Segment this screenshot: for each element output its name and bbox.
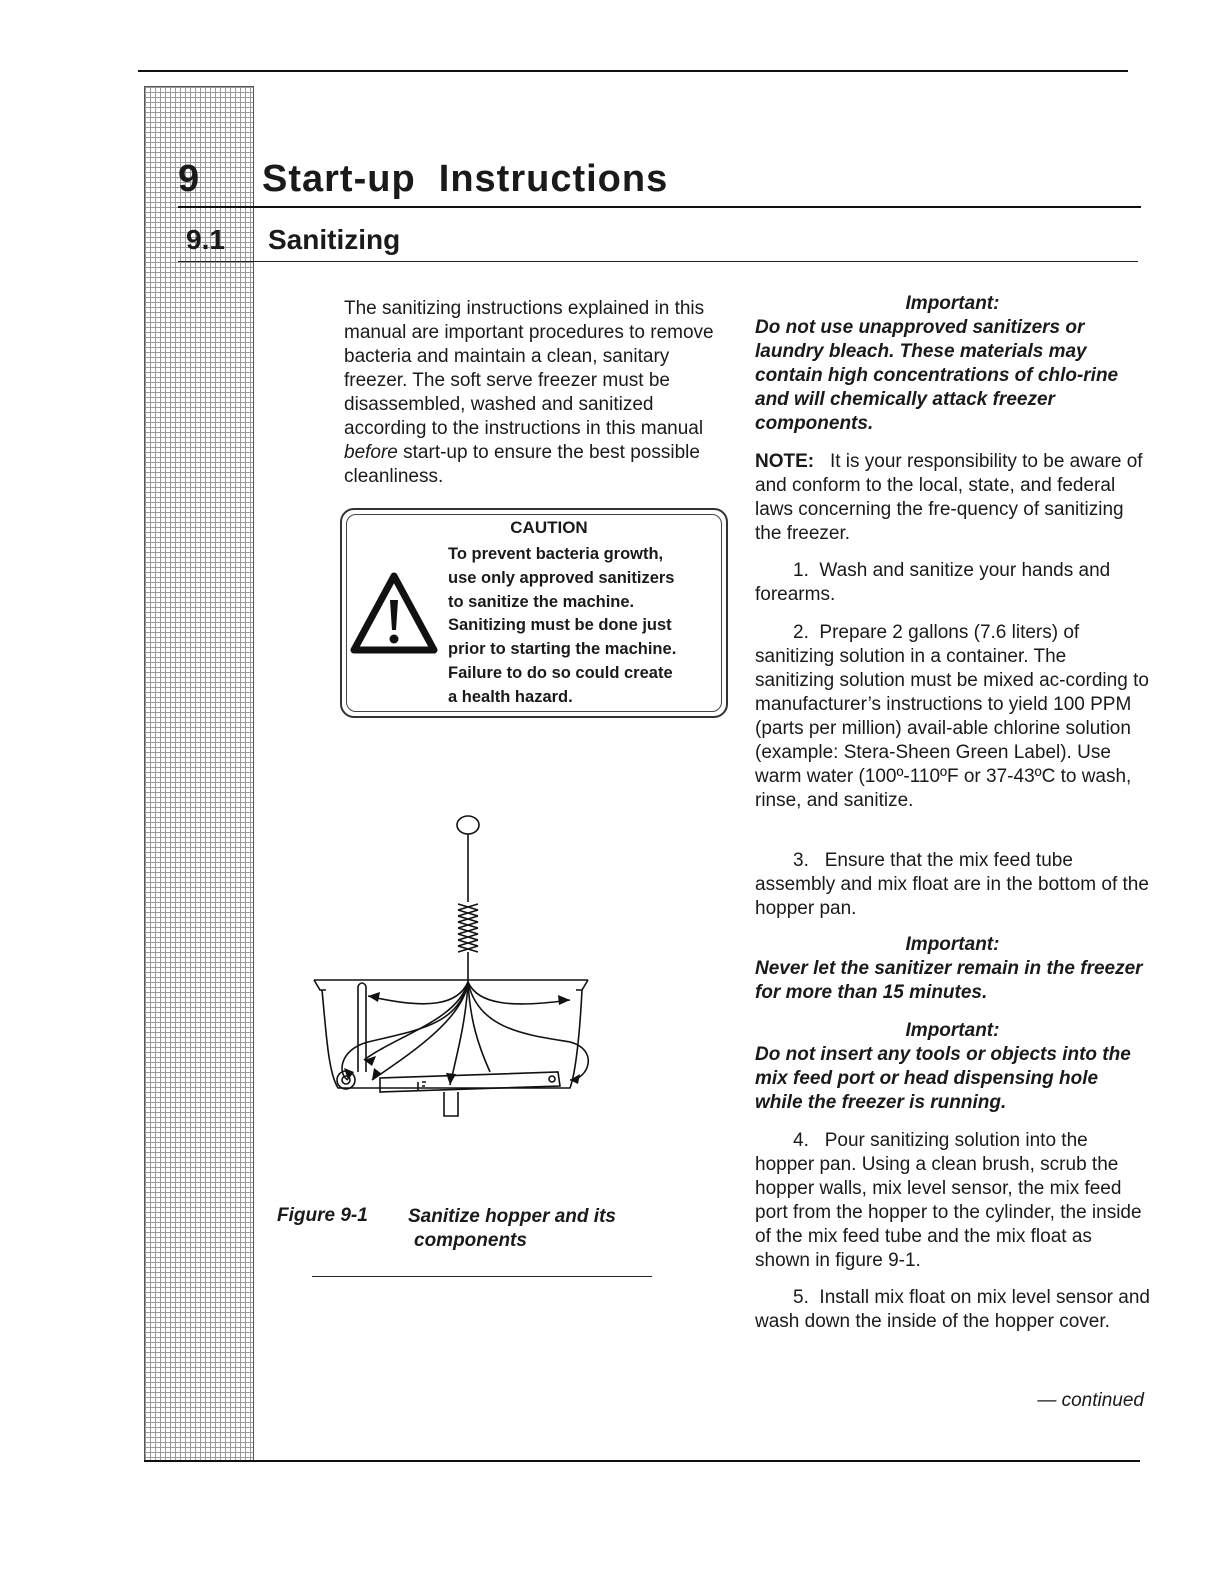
note-label: NOTE: bbox=[755, 451, 815, 472]
caution-line: use only approved sanitizers bbox=[448, 568, 675, 587]
step-text: Wash and sanitize your hands and forearms. bbox=[755, 560, 1111, 605]
intro-emphasis: before bbox=[344, 442, 398, 463]
step-paragraph bbox=[755, 559, 1150, 607]
step-text: Prepare 2 gallons (7.6 liters) of sanitizing solution in a container. The sanitizing solution must be mixed ac-cording to manufacturer’s instructions to yield 100 PPM (parts per million) avail-able chlorine solution (example: Stera-Sheen Green Label). Use warm water (100º-110ºF or 37-43ºC to wash, rinse, and sanitize. bbox=[755, 622, 1149, 811]
caution-text bbox=[448, 543, 718, 710]
step-number: 3. bbox=[793, 850, 809, 871]
step-paragraph bbox=[755, 621, 1150, 813]
figure-caption-line: Sanitize hopper and its bbox=[408, 1206, 616, 1227]
chapter-title: Start-up Instructions bbox=[262, 158, 669, 200]
step-3 bbox=[755, 849, 1150, 921]
chapter-rule bbox=[178, 206, 1141, 208]
caution-line: To prevent bacteria growth, bbox=[448, 545, 664, 563]
important-body: Do not use unapproved sanitizers or laundry bleach. These materials may contain high concentrations of chlo-rine and will chemically attack freezer components. bbox=[755, 317, 1119, 434]
step-2 bbox=[755, 621, 1150, 813]
section-number: 9.1 bbox=[186, 224, 225, 255]
important-title: Important: bbox=[905, 293, 1000, 314]
step-number: 5. bbox=[793, 1287, 809, 1308]
step-5 bbox=[755, 1286, 1150, 1334]
important-title: Important: bbox=[905, 1020, 1000, 1041]
top-rule bbox=[138, 70, 1128, 72]
caution-line: a health hazard. bbox=[448, 687, 573, 706]
important-body: Never let the sanitizer remain in the freezer for more than 15 minutes. bbox=[755, 958, 1143, 1003]
step-1 bbox=[755, 559, 1150, 607]
step-text: Ensure that the mix feed tube assembly and mix float are in the bottom of the hopper pan. bbox=[755, 850, 1149, 919]
step-number: 4. bbox=[793, 1130, 809, 1151]
figure-label: Figure 9-1 bbox=[277, 1205, 368, 1226]
step-4 bbox=[755, 1129, 1150, 1273]
caution-line: Failure to do so could create bbox=[448, 663, 673, 682]
bottom-rule bbox=[144, 1460, 1140, 1462]
step-paragraph bbox=[755, 1129, 1150, 1273]
section-rule bbox=[178, 261, 1138, 262]
step-paragraph bbox=[755, 849, 1150, 921]
hopper-sanitize-figure bbox=[308, 810, 598, 1130]
note-block bbox=[755, 450, 1150, 546]
continued-label: — continued bbox=[1037, 1390, 1144, 1411]
warning-triangle-icon bbox=[350, 572, 438, 656]
important-body: Do not insert any tools or objects into the mix feed port or head dispensing hole while the freezer is running. bbox=[755, 1044, 1131, 1113]
caution-title: CAUTION bbox=[510, 518, 588, 537]
caution-line: prior to starting the machine. bbox=[448, 640, 677, 659]
important-block-1 bbox=[755, 292, 1150, 436]
section-title: Sanitizing bbox=[268, 224, 401, 255]
step-text: Install mix float on mix level sensor and wash down the inside of the hopper cover. bbox=[755, 1287, 1150, 1332]
figure-rule bbox=[312, 1276, 652, 1277]
chapter-number: 9 bbox=[178, 158, 201, 200]
caution-box bbox=[340, 508, 728, 718]
side-grid-decoration bbox=[144, 86, 254, 1462]
important-title: Important: bbox=[905, 934, 1000, 955]
important-block-3 bbox=[755, 1019, 1150, 1115]
note-paragraph bbox=[755, 450, 1150, 546]
figure-caption-line: components bbox=[414, 1230, 527, 1251]
intro-paragraph bbox=[344, 297, 736, 489]
figure-caption bbox=[408, 1205, 668, 1253]
step-number: 1. bbox=[793, 560, 809, 581]
intro-text-after: start-up to ensure the best possible cleanliness. bbox=[344, 442, 700, 487]
step-number: 2. bbox=[793, 622, 809, 643]
note-text: It is your responsibility to be aware of and conform to the local, state, and federal laws concerning the fre-quency of sanitizing the freezer. bbox=[755, 451, 1143, 544]
intro-text-before: The sanitizing instructions explained in this manual are important procedures to remove bacteria and maintain a clean, sanitary freezer. The soft serve freezer must be disassembled, washed and sanitized according to the instructions in this manual bbox=[344, 298, 714, 439]
important-block-2 bbox=[755, 933, 1150, 1005]
step-paragraph bbox=[755, 1286, 1150, 1334]
step-text: Pour sanitizing solution into the hopper pan. Using a clean brush, scrub the hopper walls, mix level sensor, the mix feed port from the hopper to the cylinder, the inside of the mix feed tube and the mix float as shown in figure 9-1. bbox=[755, 1130, 1142, 1271]
caution-line: to sanitize the machine. bbox=[448, 592, 635, 611]
caution-line: Sanitizing must be done just bbox=[448, 616, 672, 635]
